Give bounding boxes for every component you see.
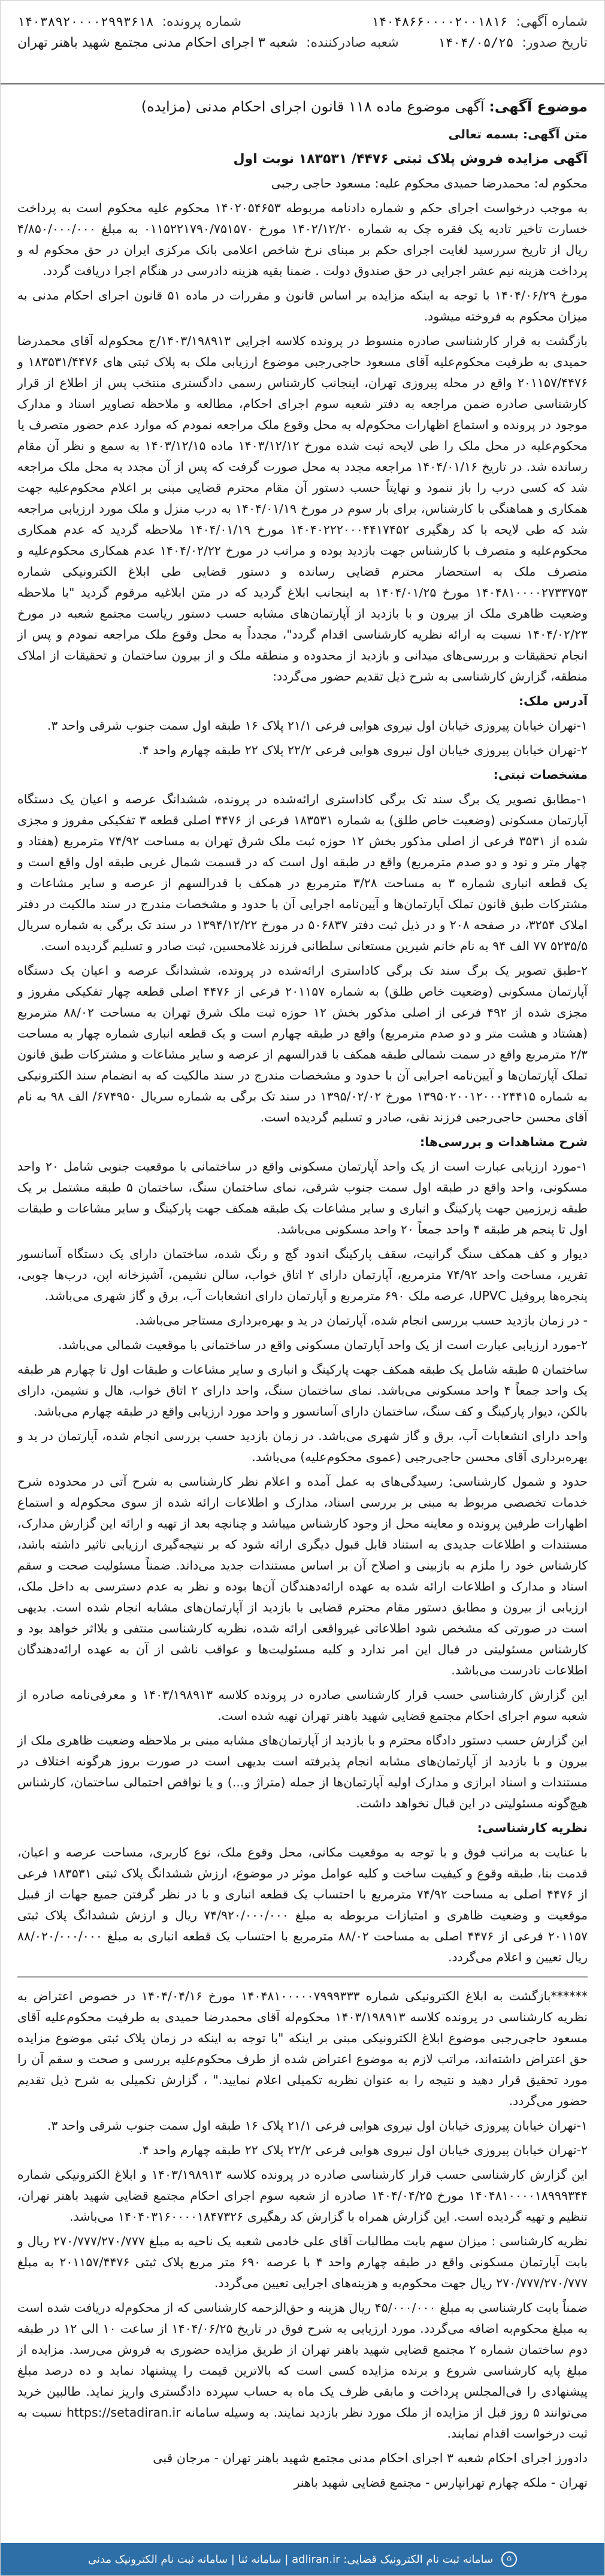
signature-line: دادورز اجرای احکام شعبه ۳ اجرای احکام مدنی مجتمع شهید باهنر تهران - مرجان قبی [153, 2451, 588, 2465]
notice-subject [1, 84, 604, 124]
address-line: تهران - ملکه چهارم تهرانپارس - مجتمع قضایی شهید باهنر [294, 2475, 588, 2490]
issue-date-label: تاریخ صدور: [522, 35, 588, 50]
page-footer [1, 2543, 604, 2575]
final-paragraph-3: ضمناً بابت کارشناسی به مبلغ ۴۵/۰۰۰/۰۰۰ ریال هزینه و حق‌الزحمه کارشناسی که از محکوم‌له دریافت شده است به مبلغ محکوم‌به اضافه می‌گردد. مورد ارزیابی به شرح فوق در تاریخ ۱۴۰۴/۰۶/۲۵ از ساعت ۱۰ الی ۱۲ در طبقه دوم ساختمان شماره ۲ مجتمع قضایی شهید باهنر تهران از طریق مزایده حضوری به فروش می‌رسد. مزایده از مبلغ پایه کارشناسی شروع و برنده مزایده کسی است که بالاترین قیمت را پیشنهاد نماید و ده درصد مبلغ پیشنهادی را فی‌المجلس پرداخت و مابقی ظرف یک ماه به حساب سپرده دادگستری واریز نماید. طالبین خرید می‌توانند ۵ روز قبل از مزایده از ملک مورد نظر بازدید نمایند. به وسیله سامانه https://setadiran.ir نسبت به ثبت درخواست اقدام نمایند. [17, 2300, 588, 2441]
notice-number-group [371, 11, 588, 32]
notice-body [1, 124, 604, 2493]
supplementary-address-2: ۲-تهران خیابان پیروزی خیابان اول نیروی هوایی فرعی ۲۲/۲ پلاک ۲۲ طبقه چهارم واحد ۴. [138, 2143, 588, 2157]
header-row-1 [17, 11, 588, 32]
case-number-label: شماره پرونده: [162, 14, 242, 29]
description-4: ۲-مورد ارزیابی عبارت است از یک واحد آپارتمان مسکونی واقع در ساختمانی با موقعیت شمالی می‌باشد. [58, 1338, 588, 1352]
issue-date: ۱۴۰۴/۰۵/۲۵ [437, 35, 514, 50]
footer-text[interactable]: سامانه ثبت نام الکترونیک قضایی: adliran.ir | سامانه ثنا | سامانه ثبت نام الکترونیک مدنی [87, 2553, 494, 2566]
description-8: این گزارش کارشناسی حسب قرار کارشناسی صادره در پرونده کلاسه ۱۴۰۳/۱۹۸۹۱۳ و معرفی‌نامه صادره از شعبه سوم اجرای احکام مجتمع قضایی شهید باهنر تهران تهیه شده است. [17, 1688, 588, 1723]
supplementary-paragraph: ******بازگشت به ابلاغ الکترونیکی شماره ۱۴۰۴۸۱۰۰۰۰۰۷۹۹۹۳۳۳ مورخ ۱۴۰۴/۰۴/۱۶ در خصوص اعتراض به نظریه کارشناسی در پرونده کلاسه ۱۴۰۳/۱۹۸۹۱۳ محکوم‌له آقای محمدرضا حمیدی به طرفیت محکوم‌علیه آقای مسعود حاجی‌رجبی موضوع ابلاغ الکترونیکی مبنی بر اینکه "با توجه به اینکه در زمان پلاک ثبتی موضوع مزایده حق اعتراض داشته‌اند، مراتب لازم به موضوع اعتراض شده از طرف محکوم‌علیه بررسی و صحت و سقم آن را مورد تحقیق قرار دهید و نتیجه را به عنوان نظریه تکمیلی اعلام نمایید." ، گزارش تکمیلی به شرح ذیل تقدیم حضور می‌گردد. [17, 1989, 588, 2108]
paragraph-1: به موجب درخواست اجرای حکم و شماره دادنامه مربوطه ۱۴۰۲۰۵۴۶۵۳ محکوم علیه محکوم است به پرداخت خسارت تاخیر تادیه یک فقره چک به شماره ۱۴۰۲/۱۲/۲۰ مورخ ۰۱۱۵۲۲۱۷۹۰/۷۵۱۵۷۰ به مبلغ ۴/۸۵۰/۰۰۰/۰۰۰ ریال از تاریخ سررسید لغایت اجرای حکم بر مبنای نرخ شاخص اعلامی بانک مرکزی ایران در حق محکوم له و پرداخت هزینه نیم عشر اجرایی در حق صندوق دولت . ضمنا بقیه هزینه دادرسی در هنگام اجرا دریافت گردد. [17, 201, 588, 278]
case-number-group [17, 11, 241, 32]
notice-header [1, 1, 604, 84]
paragraph-2: مورخ ۱۴۰۴/۰۶/۲۹ با توجه به اینکه مزایده بر اساس قانون و مقررات در ماده ۵۱ قانون اجرای احکام مدنی به میزان محکوم به فروخته میشود. [17, 288, 588, 323]
description-3: - در زمان بازدید حسب بررسی انجام شده، آپارتمان در ید و بهره‌برداری مستاجر می‌باشد. [135, 1313, 588, 1328]
header-row-2 [17, 32, 588, 53]
parties-line: محکوم له: محمدرضا حمیدی محکوم علیه: مسعود حاجی رجبی [271, 176, 588, 191]
paragraph-3: بازگشت به قرار کارشناسی صادره منسوط در پرونده کلاسه اجرایی ۱۴۰۳/۱۹۸۹۱۳/ج محکوم‌له آقای محمدرضا حمیدی به طرفیت محکوم‌علیه آقای مسعود حاجی‌رجبی موضوع ارزیابی ملک به پلاک ثبتی های ۱۸۳۵۳۱/۴۴۷۶ و ۲۰۱۱۵۷/۴۴۷۶ واقع در محله پیروزی تهران، اینجانب کارشناس رسمی دادگستری منتخب پس از اطلاع از قرار کارشناسی صادره ضمن مراجعه به دفتر شعبه سوم اجرای احکام، مطالعه و ملاحظه تصاویر اسناد و مدارک موجود در پرونده و استماع اظهارات محکوم‌له به محل وقوع ملک مراجعه نمودم که موارد عدم حضور متصرف یا محکوم‌علیه در محل ملک را طی لایحه ثبت شده مورخ ۱۴۰۳/۱۲/۱۲ ماده ۱۴۰۳/۱۲/۱۵ به سمع و نظر آن مقام رسانده شد. در تاریخ ۱۴۰۴/۰۱/۱۶ مراجعه مجدد به محل صورت گرفت که پس از آن مجدد به محل ملک مراجعه شد که کسی درب را باز ننمود و نهایتاً حسب دستور آن مقام محترم قضایی مبنی بر اعلام محکوم‌علیه جهت همکاری و هماهنگی با کارشناس، برای بار سوم در مورخ ۱۴۰۴/۰۱/۱۹ به درب منزل و ملک مورد ارزیابی مراجعه شد که طی لایحه با کد رهگیری ۱۴۰۴۰۲۲۲۰۰۰۴۴۱۷۴۵۲ مورخ ۱۴۰۴/۰۱/۱۹ ملاحظه گردید که عدم همکاری محکوم‌علیه و متصرف با کارشناس جهت بازدید بوده و مراتب در مورخ ۱۴۰۴/۰۲/۲۲ عدم همکاری محکوم‌علیه و متصرف ملک به استحضار محترم قضایی رسانده و دستور قضایی طی ابلاغ الکترونیکی شماره ۱۴۰۴۸۱۰۰۰۰۲۷۳۳۷۵۳ مورخ ۱۴۰۴/۰۱/۲۵ به اینجانب ابلاغ گردید که در متن ابلاغیه مرقوم گردید "با ملاحظه وضعیت ظاهری ملک از بیرون و با بازدید از آپارتمان‌های مشابه حسب دستور ریاست مجتمع شعبه در مورخ ۱۴۰۴/۰۲/۲۳ نسبت به ارائه نظریه کارشناسی اقدام گردد"، مجدداً به محل وقوع ملک مراجعه نمودم و پس از انجام تحقیقات و بررسی‌های میدانی و بازدید از محدوده و منطقه ملک و از بیرون ساختمان و تحقیقات از املاک منطقه، گزارش کارشناسی به شرح ذیل تقدیم حضور می‌گردد: [17, 334, 588, 684]
case-number: ۱۴۰۳۸۹۲۰۰۰۰۲۹۹۳۶۱۸ [17, 14, 154, 29]
spec-heading: مشخصات ثبتی: [493, 767, 588, 782]
section-divider [17, 1976, 588, 1978]
branch-name: شعبه ۳ اجرای احکام مدنی مجتمع شهید باهنر تهران [17, 35, 298, 50]
description-2: دیوار و کف همکف سنگ گرانیت، سقف پارکینگ اندود گچ و رنگ شده، ساختمان دارای یک دستگاه آسانسور تقریر، مساحت واحد ۷۴/۹۲ مترمربع، آپارتمان دارای ۲ اتاق خواب، سالن نشیمن، آشپزخانه اپن، درب‌ها چوبی، پنجره‌ها پروفیل UPVC، عرصه ملک ۶۹۰ مترمربع و آپارتمان دارای انشعابات آب، برق و گاز شهری می‌باشد. [17, 1247, 588, 1303]
final-paragraph-1: این گزارش کارشناسی حسب قرار کارشناسی صادره در پرونده کلاسه ۱۴۰۳/۱۹۸۹۱۳ و ابلاغ الکترونیکی شماره ۱۴۰۴۸۱۰۰۰۰۱۸۹۹۹۳۴۴ مورخ ۱۴۰۴/۰۴/۲۵ صادره از شعبه سوم اجرای احکام مجتمع قضایی شهید باهنر تهران، تنظیم و تهیه گردیده است. این گزارش همراه با گزارش کد رهگیری ۱۴۰۴۰۳۱۶۰۰۰۰۱۸۴۷۳۲۶ می‌باشد. [17, 2167, 588, 2224]
description-heading: شرح مشاهدات و بررسی‌ها: [419, 1135, 588, 1149]
conclusion-heading: نظریه کارشناسی: [477, 1821, 588, 1835]
notice-number: ۱۴۰۴۸۶۶۰۰۰۰۲۰۰۱۸۱۶ [371, 14, 508, 29]
description-9: این گزارش حسب دستور دادگاه محترم و با بازدید از آپارتمان‌های مشابه مبنی بر ملاحظه وضعیت ظاهری ملک از بیرون و با بازدید از آپارتمان‌های مشابه انجام پذیرفته است بدیهی است در صورت بروز هرگونه اختلاف در مستندات و اسناد ابرازی و مدارک اولیه آپارتمان‌ها از جمله (متراژ و...) و یا نواقص احتمالی ساختمان، کارشناس هیچ‌گونه مسئولیتی در این قبال نخواهد داشت. [17, 1733, 588, 1810]
description-6: واحد دارای انشعابات آب، برق و گاز شهری می‌باشد. در زمان بازدید حسب بررسی انجام شده، آپارتمان در ید و بهره‌برداری آقای محسن حاجی‌رجبی (عموی محکوم‌علیه) می‌باشد. [17, 1429, 588, 1464]
branch-label: شعبه صادرکننده: [306, 35, 399, 50]
final-paragraph-2: نظریه کارشناسی : میزان سهم بابت مطالبات آقای علی خادمی شعبه یک ناحیه به مبلغ ۲۷۰/۷۷۷/۲۷۰/۷۷۷ ریال و بابت آپارتمان مسکونی واقع در طبقه چهارم واحد ۴ با عرصه ۶۹۰ متر مربع پلاک ثبتی ۲۰۱۱۵۷/۴۴۷۶ به مبلغ ۲۷۰/۷۷۷/۲۷۰/۷۷۷ ریال جهت محکوم‌به و هزینه‌های اجرایی تعیین می‌گردد. [17, 2234, 588, 2290]
description-7: حدود و شمول کارشناسی: رسیدگی‌های به عمل آمده و اعلام نظر کارشناسی به شرح آتی در محدوده شرح خدمات تخصصی مربوط به مبنی بر بررسی اسناد، مدارک و اطلاعات ارائه شده از سوی محکوم‌له و استماع اظهارات طرفین پرونده و معاینه محل از وجود کارشناس میباشد و چنانچه بعد از تهیه و ارائه این گزارش مدارک، مستندات و اطلاعات جدیدی به استناد قابل قبول دیگری ارائه شود که بر نتیجه‌گیری ارزیابی تاثیر داشته باشد، کارشناس خود را ملزم به بازبینی و اصلاح آن بر اساس مستندات جدید می‌داند. ضمناً مسئولیت صحت و سقم اسناد و مدارک و اطلاعات ارائه شده به عهده ارائه‌دهندگان آن‌ها بوده و نظر به عدم دسترسی به داخل ملک، ارزیابی از بیرون و مطابق دستور مقام محترم قضایی با بازدید از آپارتمان‌های مشابه انجام شده است. بدیهی است در صورتی که مشخص شود اطلاعاتی غیرواقعی ارائه شده، نظریه کارشناسی منتفی و بلااثر خواهد بود و کارشناس مسئولیتی در قبال این امر ندارد و کلیه مسئولیت‌ها و عواقب ناشی از آن به عهده ارائه‌دهندگان اطلاعات نادرست می‌باشد. [17, 1474, 588, 1677]
description-1: ۱-مورد ارزیابی عبارت است از یک واحد آپارتمان مسکونی واقع در ساختمانی با موقعیت جنوبی شامل ۲۰ واحد مسکونی، واحد واقع در طبقه اول سمت جنوب شرقی، نمای ساختمان سنگ، ساختمان ۵ طبقه مشتمل بر یک طبقه زیرزمین جهت پارکینگ و انباری و سایر مشاعات یک طبقه همکف جهت پارکینگ و سایر مشاعات و طبقات اول تا پنجم هر طبقه ۴ واحد جمعاً ۲۰ واحد مسکونی می‌باشد. [17, 1159, 588, 1236]
globe-icon: ⌂ [501, 2551, 517, 2567]
address-item-2: ۲-تهران خیابان پیروزی خیابان اول نیروی هوایی فرعی ۲۲/۲ پلاک ۲۲ طبقه چهارم واحد ۴. [138, 743, 588, 757]
notice-title: آگهی مزایده فروش پلاک ثبتی ۴۴۷۶/ ۱۸۳۵۳۱ نوبت اول [233, 152, 588, 167]
subject-value: آگهی موضوع ماده ۱۱۸ قانون اجرای احکام مدنی (مزایده) [141, 98, 485, 115]
description-5: ساختمان ۵ طبقه شامل یک طبقه همکف جهت پارکینگ و انباری و سایر مشاعات و طبقات اول تا چهارم هر طبقه یک واحد جمعاً ۴ واحد مسکونی می‌باشد. نمای ساختمان سنگ، واحد دارای ۲ اتاق خواب، هال و نشیمن، دارای بالکن، دیوار پارکینگ و کف سنگ، ساختمان دارای آسانسور و واحد مورد ارزیابی واقع در طبقه چهارم می‌باشد. [17, 1362, 588, 1419]
supplementary-address-1: ۱-تهران خیابان پیروزی خیابان اول نیروی هوایی فرعی ۲۱/۱ پلاک ۱۶ طبقه اول سمت جنوب شرقی واحد ۳. [47, 2118, 588, 2133]
branch-group [17, 33, 399, 53]
issue-date-group [438, 32, 588, 53]
spec-item-2: ۲-طبق تصویر یک برگ سند تک برگی کاداستری ارائه‌شده در پرونده، ششدانگ عرصه و اعیان یک دستگاه آپارتمان مسکونی (وضعیت خاص طلق) به شماره ۲۰۱۱۵۷ فرعی از ۴۴۷۶ اصلی قطعه چهار تفکیکی مفروز و مجزی شده از ۴۹۲ فرعی از اصلی مذکور بخش ۱۲ حوزه ثبت ملک شرق تهران به مساحت ۸۸/۰۲ مترمربع (هشتاد و هشت متر و دو صدم مترمربع) واقع در طبقه چهارم است و یک قطعه انباری شماره چهار به مساحت ۲/۳ مترمربع واقع در سمت شمالی طبقه همکف با قدرالسهم از عرصه و سایر مشاعات و مشترکات طبق قانون تملک آپارتمان‌ها و آیین‌نامه اجرایی آن با حدود و مشخصات مندرج در سند مالکیت که به انضمام سند الکترونیکی به شماره ۱۳۹۵۰۲۰۰۱۲۰۰۰۲۴۴۱۵ مورخ ۱۳۹۵/۰۲/۰۲ در سند تک برگی به شماره سریال ۶۷۴۹۵۰/ الف ۹۸ به نام آقای محسن حاجی‌رجبی فرزند نقی، صادر و تسلیم گردیده است. [17, 963, 588, 1124]
notice-number-label: شماره آگهی: [516, 14, 588, 29]
subject-label: موضوع آگهی: [489, 98, 588, 115]
address-item-1: ۱-تهران خیابان پیروزی خیابان اول نیروی هوایی فرعی ۲۱/۱ پلاک ۱۶ طبقه اول سمت جنوب شرقی واحد ۳. [47, 718, 588, 733]
address-heading: آدرس ملک: [518, 694, 588, 708]
text-label: متن آگهی: بسمه تعالی [448, 127, 588, 141]
spec-item-1: ۱-مطابق تصویر یک برگ سند تک برگی کاداستری ارائه‌شده در پرونده، ششدانگ عرصه و اعیان یک دستگاه آپارتمان مسکونی (وضعیت خاص طلق) به شماره ۱۸۳۵۳۱ فرعی از ۴۴۷۶ اصلی قطعه ۳ تفکیکی مفروز و مجزی شده از ۳۵۳۱ فرعی از اصلی مذکور بخش ۱۲ حوزه ثبت ملک شرق تهران به مساحت ۷۴/۹۲ مترمربع (هفتاد و چهار متر و نود و دو صدم مترمربع) واقع در طبقه اول است که در قسمت شمال غربی طبقه اول واقع است و یک قطعه انباری شماره ۳ به مساحت ۳/۲۸ مترمربع در همکف با قدرالسهم از عرصه و سایر مشاعات و مشترکات طبق قانون تملک آپارتمان‌ها و آیین‌نامه اجرایی آن با حدود و مشخصات مندرج در سند مالکیت در دفتر املاک ۳۲۵۴، در صفحه ۲۰۸ و در ذیل ثبت دفتر ۵۰۶۸۳۷ در مورخ ۱۳۹۴/۱۲/۲۲ در سند تک برگی به شماره سریال ۵۲۳۵/۵ ۷۷ الف ۹۴ به نام خانم شیرین مستعانی سلطانی فرزند غلامحسین، ثبت صادر و تسلیم گردیده است. [17, 792, 588, 953]
conclusion-text: با عنایت به مراتب فوق و با توجه به موقعیت مکانی، محل وقوع ملک، نوع کاربری، مساحت عرصه و اعیان، قدمت بنا، طبقه وقوع و کیفیت ساخت و کلیه عوامل موثر در موضوع، ارزش ششدانگ پلاک ثبتی ۱۸۳۵۳۱ فرعی از ۴۴۷۶ اصلی به مساحت ۷۴/۹۲ مترمربع با احتساب یک قطعه انباری و با در نظر گرفتن جمیع جهات از قبیل موقعیت و وضعیت ظاهری و امتیازات مربوطه به مبلغ ۷۴/۹۲۰/۰۰۰/۰۰۰ ریال و ارزش ششدانگ پلاک ثبتی ۲۰۱۱۵۷ فرعی از ۴۴۷۶ اصلی به مساحت ۸۸/۰۲ مترمربع با احتساب یک قطعه انباری به مبلغ ۸۸/۰۲۰/۰۰۰/۰۰۰ ریال تعیین و اعلام می‌گردد. [17, 1845, 588, 1964]
